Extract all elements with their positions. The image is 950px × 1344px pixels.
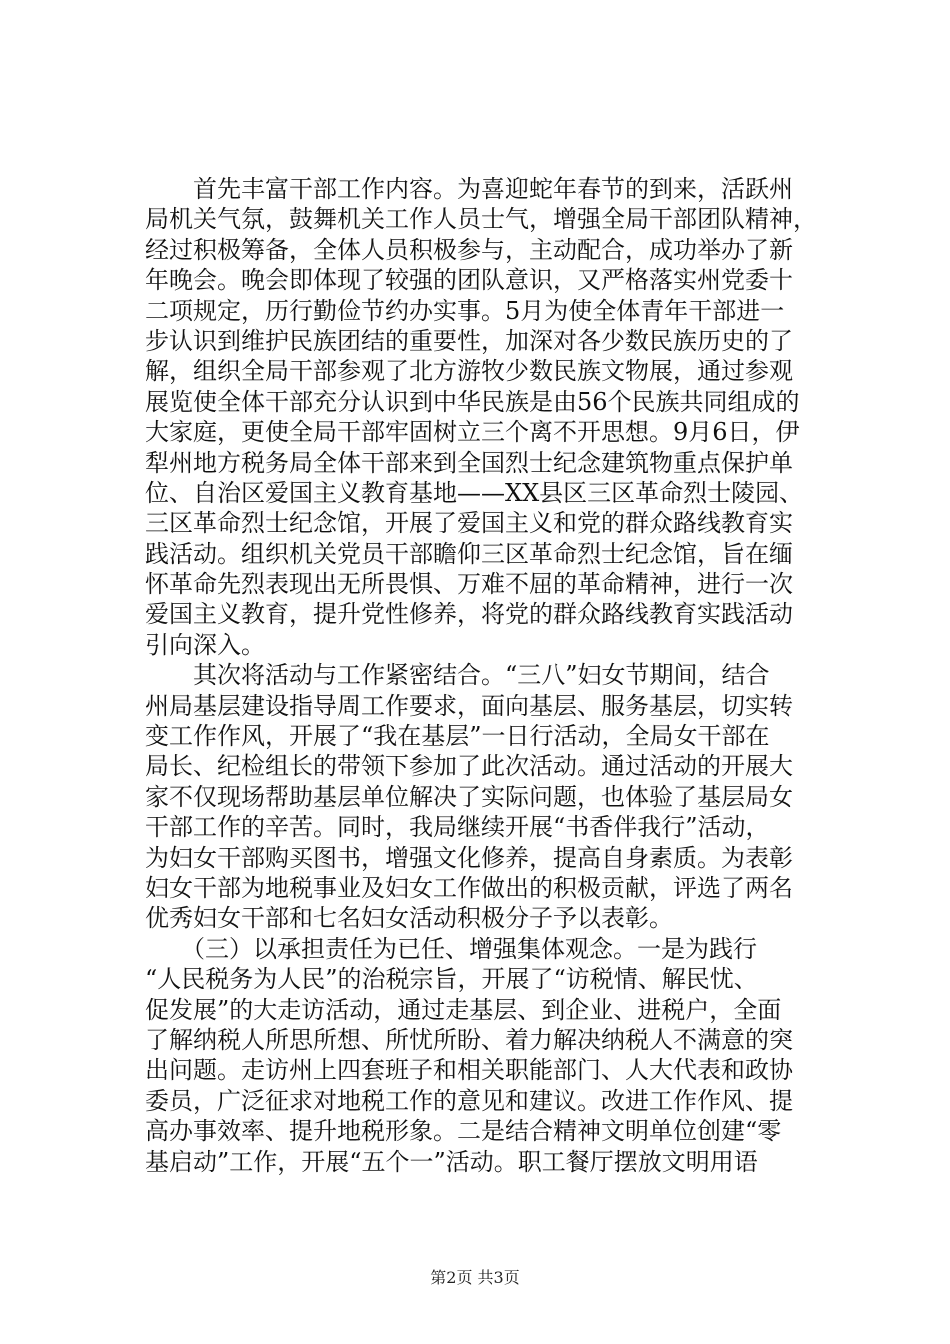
text-line: 践活动。组织机关党员干部瞻仰三区革命烈士纪念馆，旨在缅	[145, 539, 793, 568]
text-line: 三区革命烈士纪念馆，开展了爱国主义和党的群众路线教育实	[145, 509, 793, 538]
text-line: 干部工作的辛苦。同时，我局继续开展“书香伴我行”活动，	[145, 813, 770, 842]
text-line: 优秀妇女干部和七名妇女活动积极分子予以表彰。	[145, 904, 673, 933]
text-line: 大家庭，更使全局干部牢固树立三个离不开思想。9月6日，伊	[145, 418, 800, 447]
text-line: 首先丰富干部工作内容。为喜迎蛇年春节的到来，活跃州	[145, 175, 793, 203]
page-footer: 第2页 共3页	[430, 1268, 520, 1287]
text-line: 家不仅现场帮助基层单位解决了实际问题，也体验了基层局女	[145, 782, 793, 811]
text-line: 妇女干部为地税事业及妇女工作做出的积极贡献，评选了两名	[145, 873, 793, 902]
text-line: 爱国主义教育，提升党性修养，将党的群众路线教育实践活动	[145, 600, 793, 629]
text-line: 解，组织全局干部参观了北方游牧少数民族文物展，通过参观	[145, 357, 793, 386]
text-line: 为妇女干部购买图书，增强文化修养，提高自身素质。为表彰	[145, 843, 793, 872]
body-text	[145, 174, 831, 1177]
text-line: 二项规定，历行勤俭节约办实事。5月为使全体青年干部进一	[145, 296, 785, 325]
text-line: 局长、纪检组长的带领下参加了此次活动。通过活动的开展大	[145, 752, 793, 781]
text-line: 其次将活动与工作紧密结合。“三八”妇女节期间，结合	[145, 661, 770, 690]
text-line: 州局基层建设指导周工作要求，面向基层、服务基层，切实转	[145, 691, 793, 720]
text-line: 引向深入。	[145, 630, 265, 659]
text-line: 基启动”工作，开展“五个一”活动。职工餐厅摆放文明用语	[145, 1147, 758, 1176]
text-line: 变工作作风，开展了“我在基层”一日行活动，全局女干部在	[145, 722, 770, 751]
text-line: 年晚会。晚会即体现了较强的团队意识，又严格落实州党委十	[145, 266, 793, 295]
text-line: （三）以承担责任为已任、增强集体观念。一是为践行	[145, 934, 757, 963]
text-line: 了解纳税人所思所想、所忧所盼、着力解决纳税人不满意的突	[145, 1025, 793, 1054]
text-line: 展览使全体干部充分认识到中华民族是由56个民族共同组成的	[145, 387, 800, 416]
text-line: 位、自治区爱国主义教育基地——XX县区三区革命烈士陵园、	[145, 478, 804, 507]
text-line: 经过积极筹备，全体人员积极参与，主动配合，成功举办了新	[145, 235, 793, 264]
text-line: 局机关气氛，鼓舞机关工作人员士气，增强全局干部团队精神，	[145, 205, 817, 234]
text-line: 怀革命先烈表现出无所畏惧、万难不屈的革命精神，进行一次	[145, 570, 793, 599]
text-line: 高办事效率、提升地税形象。二是结合精神文明单位创建“零	[145, 1117, 782, 1146]
text-line: 步认识到维护民族团结的重要性，加深对各少数民族历史的了	[145, 326, 793, 355]
text-line: 犁州地方税务局全体干部来到全国烈士纪念建筑物重点保护单	[145, 448, 793, 477]
text-line: 促发展”的大走访活动，通过走基层、到企业、进税户，全面	[145, 995, 782, 1024]
text-line: “人民税务为人民”的治税宗旨，开展了“访税情、解民忧、	[145, 965, 758, 994]
text-line: 委员，广泛征求对地税工作的意见和建议。改进工作作风、提	[145, 1086, 793, 1115]
text-line: 出问题。走访州上四套班子和相关职能部门、人大代表和政协	[145, 1056, 793, 1085]
